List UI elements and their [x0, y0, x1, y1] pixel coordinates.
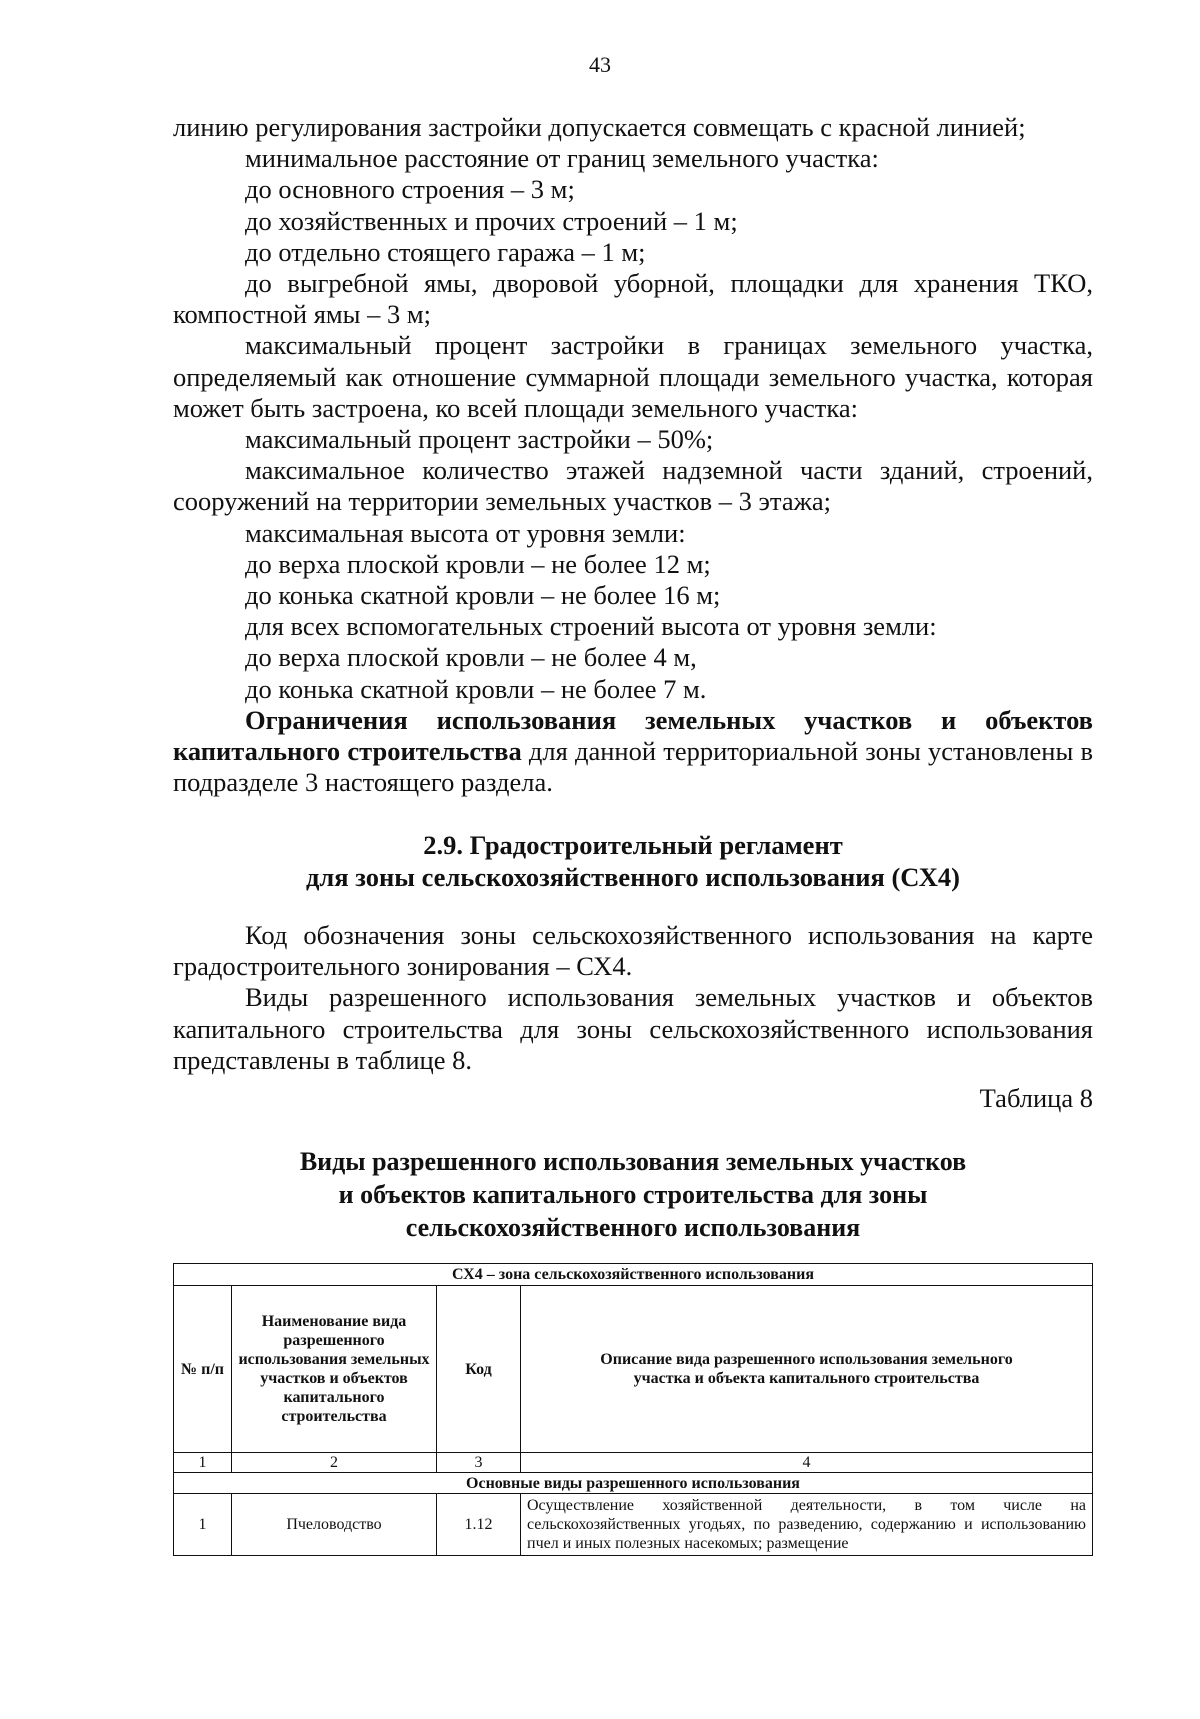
- paragraph: Виды разрешенного использования земельных участков и объектов капитального строительства для зоны сельскохозяйственного использования представлены в таблице 8.: [173, 982, 1093, 1075]
- restrictions-rest: для данной территориальной зоны установлены в подразделе 3 настоящего раздела.: [173, 736, 1093, 798]
- col-number: 2: [232, 1453, 437, 1473]
- paragraph: до верха плоской кровли – не более 12 м;: [245, 548, 711, 579]
- col-header-description: Описание вида разрешенного использования земельного участка и объекта капитального строительства: [521, 1286, 1093, 1453]
- paragraph: до основного строения – 3 м;: [245, 174, 575, 205]
- col-header-name: Наименование вида разрешенного использования земельных участков и объектов капитального строительства: [232, 1286, 437, 1453]
- paragraph: до хозяйственных и прочих строений – 1 м;: [245, 205, 738, 236]
- paragraph: линию регулирования застройки допускается совмещать с красной линией;: [173, 112, 1026, 142]
- column-header-row: [174, 1286, 1093, 1453]
- table-title-line: и объектов капитального строительства для зоны: [338, 1180, 928, 1209]
- table-title-line: сельскохозяйственного использования: [405, 1213, 861, 1242]
- group-header: Основные виды разрешенного использования: [174, 1473, 1093, 1494]
- row-number: 1: [174, 1494, 232, 1556]
- paragraph: до выгребной ямы, дворовой уборной, площадки для хранения ТКО, компостной ямы – 3 м;: [173, 268, 1093, 330]
- restrictions-bold: Ограничения использования земельных участков и объектов капитального строительства: [173, 704, 1093, 767]
- row-name: Пчеловодство: [232, 1494, 437, 1556]
- regulations-table: [173, 1263, 1093, 1556]
- col-header-code: Код: [437, 1286, 521, 1453]
- row-description: Осуществление хозяйственной деятельности, в том числе на сельскохозяйственных угодьях, по разведению, содержанию и использованию пчел и иных полезных насекомых; размещение: [521, 1494, 1093, 1556]
- group-header-row: [174, 1473, 1093, 1494]
- paragraph: минимальное расстояние от границ земельного участка:: [245, 143, 879, 174]
- paragraph: максимальная высота от уровня земли:: [245, 517, 686, 548]
- page-number: 43: [589, 52, 611, 77]
- body-text: [173, 112, 1093, 798]
- section-heading-line: для зоны сельскохозяйственного использования (СХ4): [306, 861, 960, 892]
- row-code: 1.12: [437, 1494, 521, 1556]
- col-number: 1: [174, 1453, 232, 1473]
- paragraph: максимальный процент застройки в границах земельного участка, определяемый как отношение суммарной площади земельного участка, которая может быть застроена, ко всей площади земельного участка:: [173, 330, 1093, 423]
- table-title: [173, 1145, 1093, 1244]
- paragraph: максимальное количество этажей надземной части зданий, строений, сооружений на территории земельных участков – 3 этажа;: [173, 455, 1093, 517]
- paragraph: до верха плоской кровли – не более 4 м,: [245, 642, 697, 673]
- col-number: 3: [437, 1453, 521, 1473]
- intro-text: [173, 920, 1093, 1076]
- paragraph: Код обозначения зоны сельскохозяйственного использования на карте градостроительного зонирования – СХ4.: [173, 920, 1093, 982]
- paragraph: до отдельно стоящего гаража – 1 м;: [245, 236, 646, 267]
- col-header-num: № п/п: [174, 1286, 232, 1453]
- restrictions-paragraph: [173, 705, 1093, 799]
- col-number: 4: [521, 1453, 1093, 1473]
- section-heading-line: 2.9. Градостроительный регламент: [423, 830, 843, 860]
- zone-header-row: [174, 1264, 1093, 1286]
- paragraph: максимальный процент застройки – 50%;: [245, 424, 714, 455]
- zone-header: СХ4 – зона сельскохозяйственного использования: [174, 1264, 1093, 1286]
- table-title-line: Виды разрешенного использования земельных участков: [299, 1147, 967, 1176]
- table-caption: Таблица 8: [979, 1083, 1093, 1113]
- paragraph: до конька скатной кровли – не более 16 м;: [245, 580, 721, 611]
- section-heading: [173, 830, 1093, 893]
- paragraph: до конька скатной кровли – не более 7 м.: [245, 673, 707, 704]
- paragraph: для всех вспомогательных строений высота от уровня земли:: [245, 611, 937, 642]
- column-number-row: [174, 1453, 1093, 1473]
- table-row: [174, 1494, 1093, 1556]
